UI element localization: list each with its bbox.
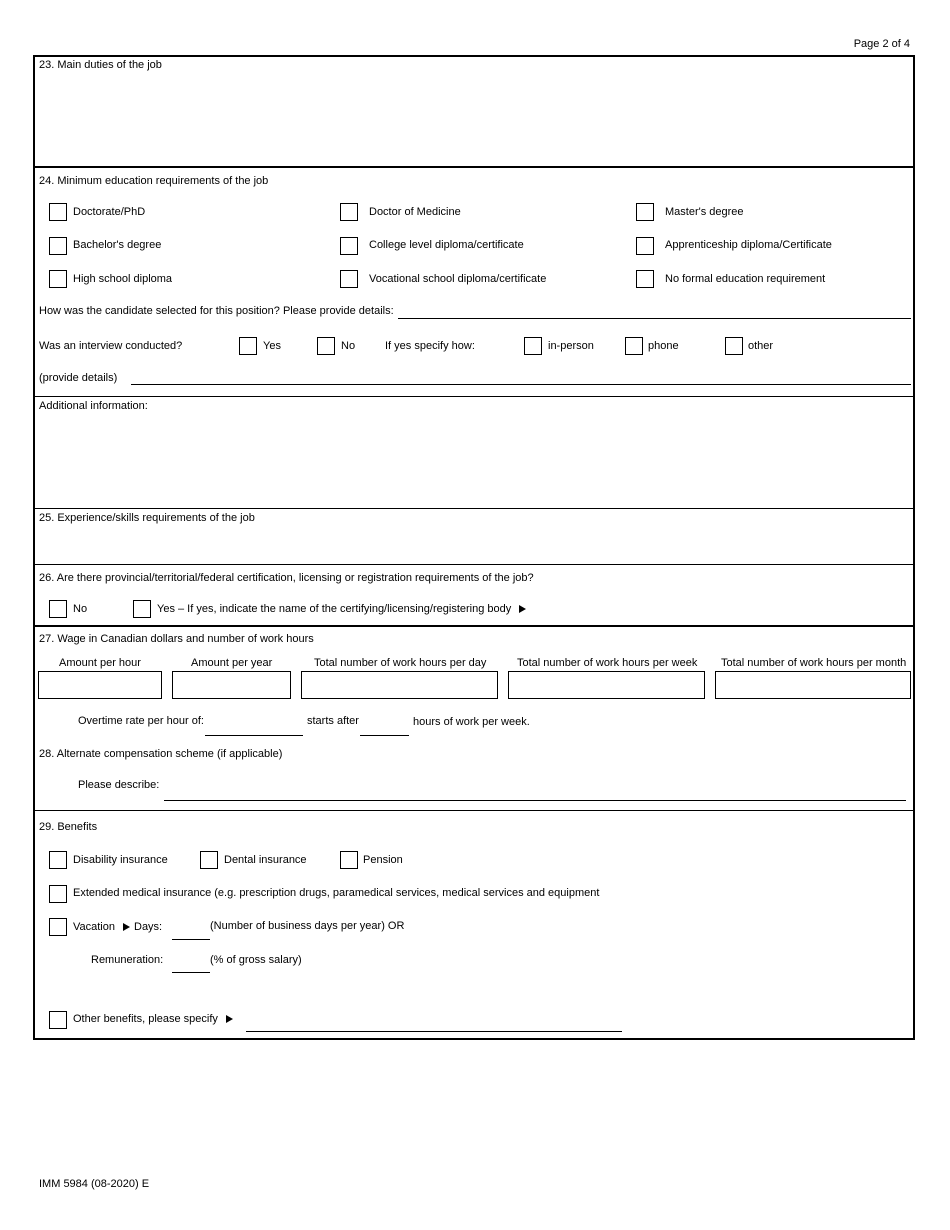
- doctor-medicine-label: Doctor of Medicine: [369, 206, 461, 218]
- divider: [34, 166, 915, 168]
- pension-checkbox[interactable]: [340, 851, 358, 869]
- dental-checkbox[interactable]: [200, 851, 218, 869]
- cert-yes-row: [157, 603, 526, 615]
- arrow-right-icon: [519, 605, 526, 613]
- remuneration-note: (% of gross salary): [210, 954, 302, 966]
- remuneration-field[interactable]: [172, 972, 210, 973]
- remuneration-label: Remuneration:: [91, 954, 164, 966]
- no-formal-checkbox[interactable]: [636, 270, 654, 288]
- form-code: IMM 5984 (08-2020) E: [39, 1178, 150, 1190]
- arrow-right-icon: [226, 1015, 233, 1023]
- cert-yes-label: Yes – If yes, indicate the name of the certifying/licensing/registering body: [157, 603, 512, 615]
- vacation-checkbox[interactable]: [49, 918, 67, 936]
- phone-label: phone: [648, 340, 679, 352]
- interview-question: Was an interview conducted?: [39, 340, 183, 352]
- overtime-label: Overtime rate per hour of:: [78, 715, 204, 727]
- masters-label: Master's degree: [665, 206, 744, 218]
- page-number: Page 2 of 4: [853, 38, 910, 50]
- col-amount-year: Amount per year: [191, 657, 273, 669]
- provide-details-label: (provide details): [39, 372, 118, 384]
- bachelors-label: Bachelor's degree: [73, 239, 162, 251]
- other-benefits-row: [73, 1013, 233, 1025]
- in-person-label: in-person: [548, 340, 594, 352]
- section-28-label: 28. Alternate compensation scheme (if applicable): [39, 748, 283, 760]
- selection-details-field[interactable]: [398, 318, 911, 319]
- doctorate-checkbox[interactable]: [49, 203, 67, 221]
- other-benefits-checkbox[interactable]: [49, 1011, 67, 1029]
- days-note: (Number of business days per year) OR: [210, 920, 405, 932]
- disability-label: Disability insurance: [73, 854, 168, 866]
- apprenticeship-checkbox[interactable]: [636, 237, 654, 255]
- vacation-days-field[interactable]: [172, 939, 210, 940]
- divider: [34, 625, 915, 627]
- masters-checkbox[interactable]: [636, 203, 654, 221]
- vacation-row: [73, 921, 162, 933]
- specify-how-label: If yes specify how:: [385, 340, 475, 352]
- disability-checkbox[interactable]: [49, 851, 67, 869]
- col-amount-hour: Amount per hour: [59, 657, 141, 669]
- additional-info-field[interactable]: [36, 415, 912, 505]
- extended-medical-label: Extended medical insurance (e.g. prescription drugs, paramedical services, medical services and equipment: [73, 887, 600, 899]
- selection-question: How was the candidate selected for this position? Please provide details:: [39, 305, 394, 317]
- amount-per-year-input[interactable]: [172, 671, 291, 699]
- other-label: other: [748, 340, 774, 352]
- compensation-field[interactable]: [164, 800, 906, 801]
- divider: [34, 564, 915, 565]
- interview-no-label: No: [341, 340, 356, 352]
- hours-per-week-input[interactable]: [508, 671, 705, 699]
- col-hours-week: Total number of work hours per week: [517, 657, 698, 669]
- overtime-rate-field[interactable]: [205, 735, 303, 736]
- dental-label: Dental insurance: [224, 854, 307, 866]
- phone-checkbox[interactable]: [625, 337, 643, 355]
- days-label: Days:: [134, 921, 163, 933]
- col-hours-month: Total number of work hours per month: [721, 657, 907, 669]
- arrow-right-icon: [123, 923, 130, 931]
- pension-label: Pension: [363, 854, 403, 866]
- cert-yes-checkbox[interactable]: [133, 600, 151, 618]
- hours-per-week-label: hours of work per week.: [413, 716, 530, 728]
- section-23-label: 23. Main duties of the job: [39, 59, 162, 71]
- amount-per-hour-input[interactable]: [38, 671, 162, 699]
- divider: [34, 508, 915, 509]
- no-formal-label: No formal education requirement: [665, 273, 826, 285]
- high-school-label: High school diploma: [73, 273, 173, 285]
- vacation-label: Vacation: [73, 921, 115, 933]
- divider: [34, 396, 915, 397]
- interview-yes-label: Yes: [263, 340, 281, 352]
- interview-no-checkbox[interactable]: [317, 337, 335, 355]
- describe-label: Please describe:: [78, 779, 160, 791]
- experience-field[interactable]: [36, 527, 912, 562]
- apprenticeship-label: Apprenticeship diploma/Certificate: [665, 239, 832, 251]
- col-hours-day: Total number of work hours per day: [314, 657, 487, 669]
- college-label: College level diploma/certificate: [369, 239, 524, 251]
- college-checkbox[interactable]: [340, 237, 358, 255]
- additional-info-label: Additional information:: [39, 400, 148, 412]
- starts-after-label: starts after: [307, 715, 359, 727]
- doctorate-label: Doctorate/PhD: [73, 206, 146, 218]
- hours-per-month-input[interactable]: [715, 671, 911, 699]
- cert-no-checkbox[interactable]: [49, 600, 67, 618]
- other-checkbox[interactable]: [725, 337, 743, 355]
- section-29-label: 29. Benefits: [39, 821, 98, 833]
- doctor-medicine-checkbox[interactable]: [340, 203, 358, 221]
- divider: [34, 810, 915, 811]
- vocational-checkbox[interactable]: [340, 270, 358, 288]
- interview-details-field[interactable]: [131, 384, 911, 385]
- high-school-checkbox[interactable]: [49, 270, 67, 288]
- cert-no-label: No: [73, 603, 88, 615]
- hours-per-day-input[interactable]: [301, 671, 498, 699]
- extended-medical-checkbox[interactable]: [49, 885, 67, 903]
- overtime-hours-field[interactable]: [360, 735, 409, 736]
- interview-yes-checkbox[interactable]: [239, 337, 257, 355]
- in-person-checkbox[interactable]: [524, 337, 542, 355]
- section-25-label: 25. Experience/skills requirements of the job: [39, 512, 255, 524]
- section-26-label: 26. Are there provincial/territorial/federal certification, licensing or registration requirements of the job?: [39, 572, 534, 584]
- other-benefits-field[interactable]: [246, 1031, 622, 1032]
- other-benefits-label: Other benefits, please specify: [73, 1013, 218, 1025]
- vocational-label: Vocational school diploma/certificate: [369, 273, 547, 285]
- bachelors-checkbox[interactable]: [49, 237, 67, 255]
- main-duties-field[interactable]: [36, 74, 912, 164]
- section-24-label: 24. Minimum education requirements of the job: [39, 175, 269, 187]
- section-27-label: 27. Wage in Canadian dollars and number of work hours: [39, 633, 314, 645]
